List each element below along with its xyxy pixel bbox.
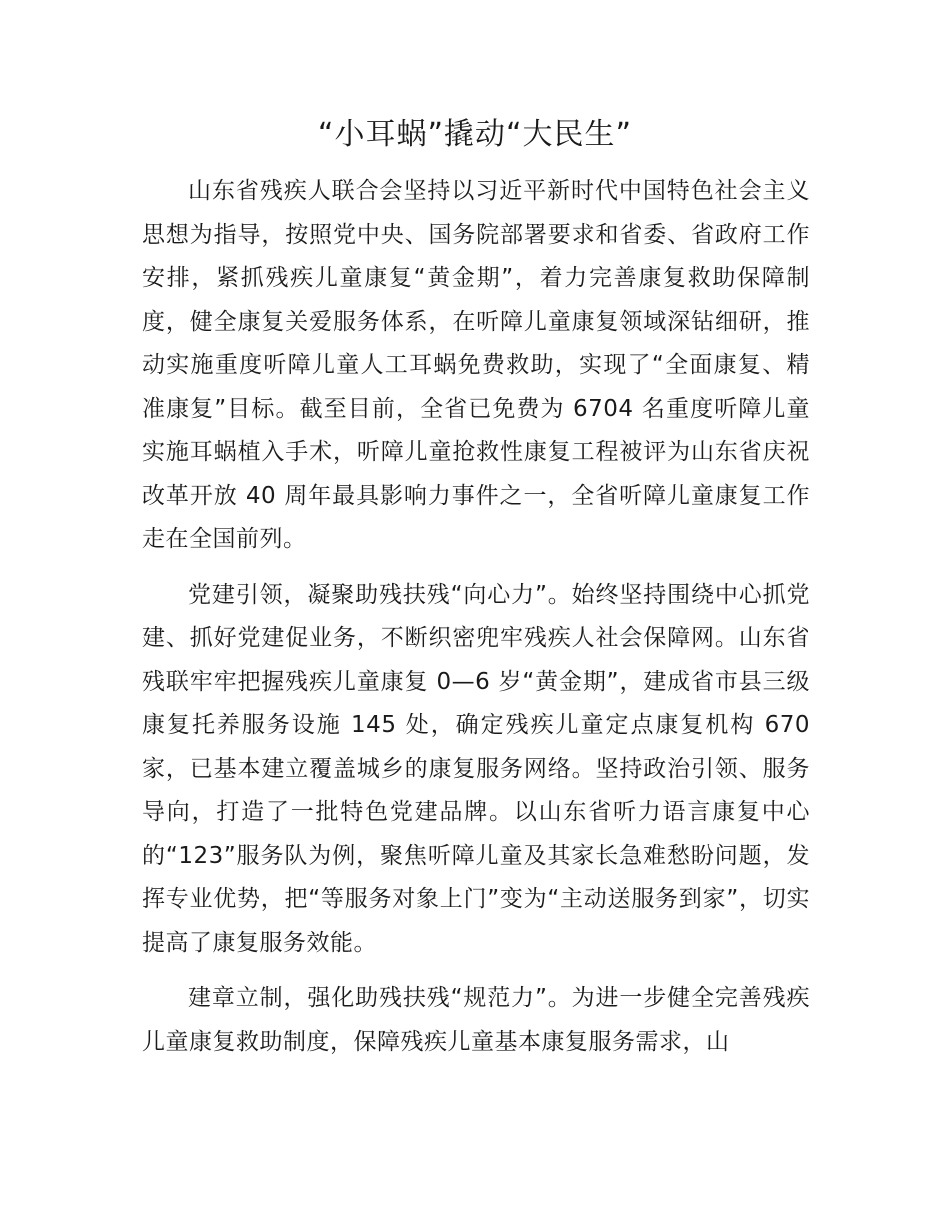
document-title: “小耳蜗”撬动“大民生” bbox=[317, 117, 633, 152]
paragraph-regulations: 建章立制，强化助残扶残“规范力”。为进一步健全完善残疾儿童康复救助制度，保障残疾儿童基本康复服务需求，山 bbox=[142, 985, 810, 1055]
paragraph-party-building: 党建引领，凝聚助残扶残“向心力”。始终坚持围绕中心抓党建、抓好党建促业务，不断织密兜牢残疾人社会保障网。山东省残联牢牢把握残疾儿童康复 0—6 岁“黄金期”，建成省市县三级康复托养服务设施 145 处，确定残疾儿童定点康复机构 670 家，已基本建立覆盖城乡的康复服务网络。坚持政治引领、服务导向，打造了一批特色党建品牌。以山东省听力语言康复中心的“123”服务队为例，聚焦听障儿童及其家长急难愁盼问题，发挥专业优势，把“等服务对象上门”变为“主动送服务到家”，切实提高了康复服务效能。 bbox=[142, 581, 810, 956]
document-body bbox=[142, 170, 810, 1076]
paragraph-intro: 山东省残疾人联合会坚持以习近平新时代中国特色社会主义思想为指导，按照党中央、国务院部署要求和省委、省政府工作安排，紧抓残疾儿童康复“黄金期”，着力完善康复救助保障制度，健全康复关爱服务体系，在听障儿童康复领域深钻细研，推动实施重度听障儿童人工耳蜗免费救助，实现了“全面康复、精准康复”目标。截至目前，全省已免费为 6704 名重度听障儿童实施耳蜗植入手术，听障儿童抢救性康复工程被评为山东省庆祝改革开放 40 周年最具影响力事件之一，全省听障儿童康复工作走在全国前列。 bbox=[142, 178, 810, 552]
